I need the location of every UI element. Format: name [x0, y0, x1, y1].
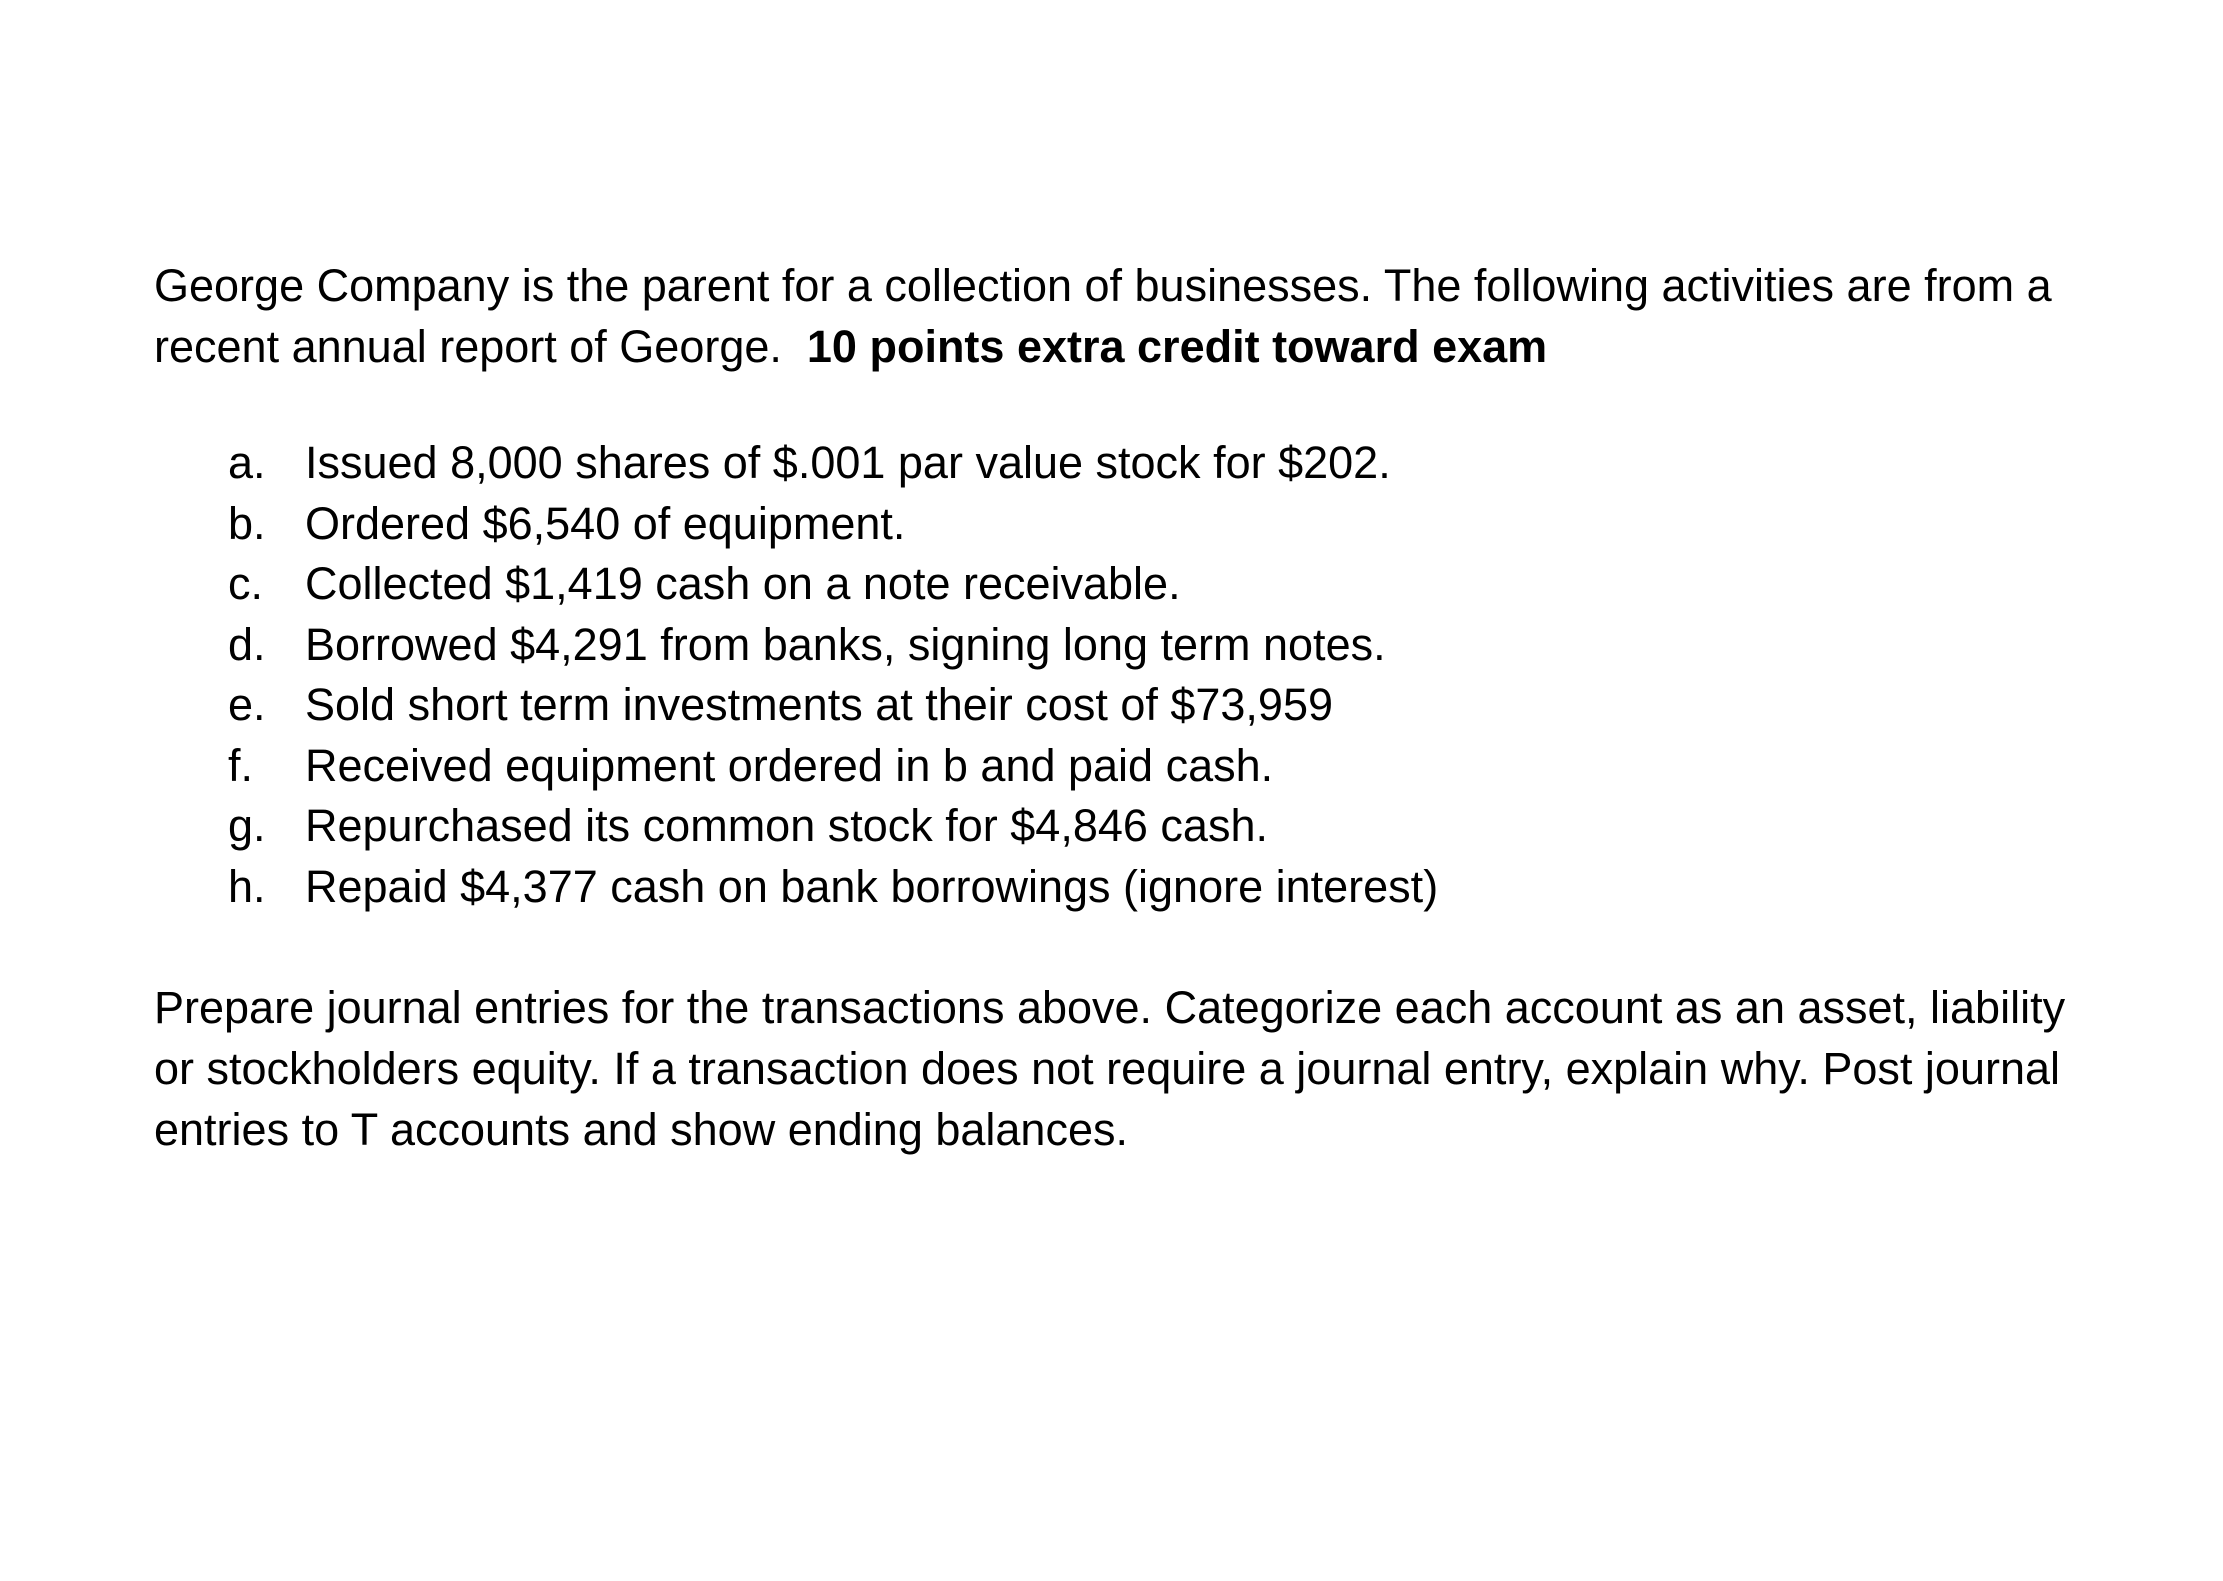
list-item	[228, 494, 2114, 555]
list-item-text: Repurchased its common stock for $4,846 cash.	[305, 800, 1268, 851]
list-item	[228, 433, 2114, 494]
list-marker: g.	[228, 800, 266, 851]
instructions-paragraph: Prepare journal entries for the transactions above. Categorize each account as an asset, liability or stockholders equity. If a transaction does not require a journal entry, explain why. Post journal entries to T accounts and show ending balances.	[154, 982, 2066, 1155]
extra-credit-note: 10 points extra credit toward exam	[806, 321, 1548, 372]
list-marker: a.	[228, 437, 266, 488]
list-item	[228, 857, 2114, 918]
list-item-text: Borrowed $4,291 from banks, signing long term notes.	[305, 618, 1386, 670]
list-marker: b.	[228, 497, 266, 549]
list-item-text: Collected $1,419 cash on a note receivable.	[305, 558, 1181, 609]
list-item-text: Ordered $6,540 of equipment.	[305, 497, 906, 549]
list-item-text: Issued 8,000 shares of $.001 par value stock for $202.	[305, 437, 1391, 488]
list-item-text: Received equipment ordered in b and paid cash.	[305, 739, 1274, 791]
list-marker: e.	[228, 679, 266, 730]
list-marker: f.	[228, 739, 254, 791]
intro-text: George Company is the parent for a collection of businesses. The following activities are from a recent annual report of George.	[154, 260, 2052, 372]
list-item	[228, 796, 2114, 857]
list-item	[228, 554, 2114, 615]
list-item	[228, 615, 2114, 676]
list-marker: d.	[228, 618, 266, 670]
document-page	[154, 255, 2114, 1160]
activity-list	[154, 433, 2114, 917]
list-item	[228, 675, 2114, 736]
list-marker: h.	[228, 860, 266, 912]
intro-paragraph	[154, 255, 2114, 377]
list-item	[228, 736, 2114, 797]
list-item-text: Repaid $4,377 cash on bank borrowings (ignore interest)	[305, 860, 1439, 912]
list-marker: c.	[228, 558, 264, 609]
list-item-text: Sold short term investments at their cost of $73,959	[305, 679, 1334, 730]
